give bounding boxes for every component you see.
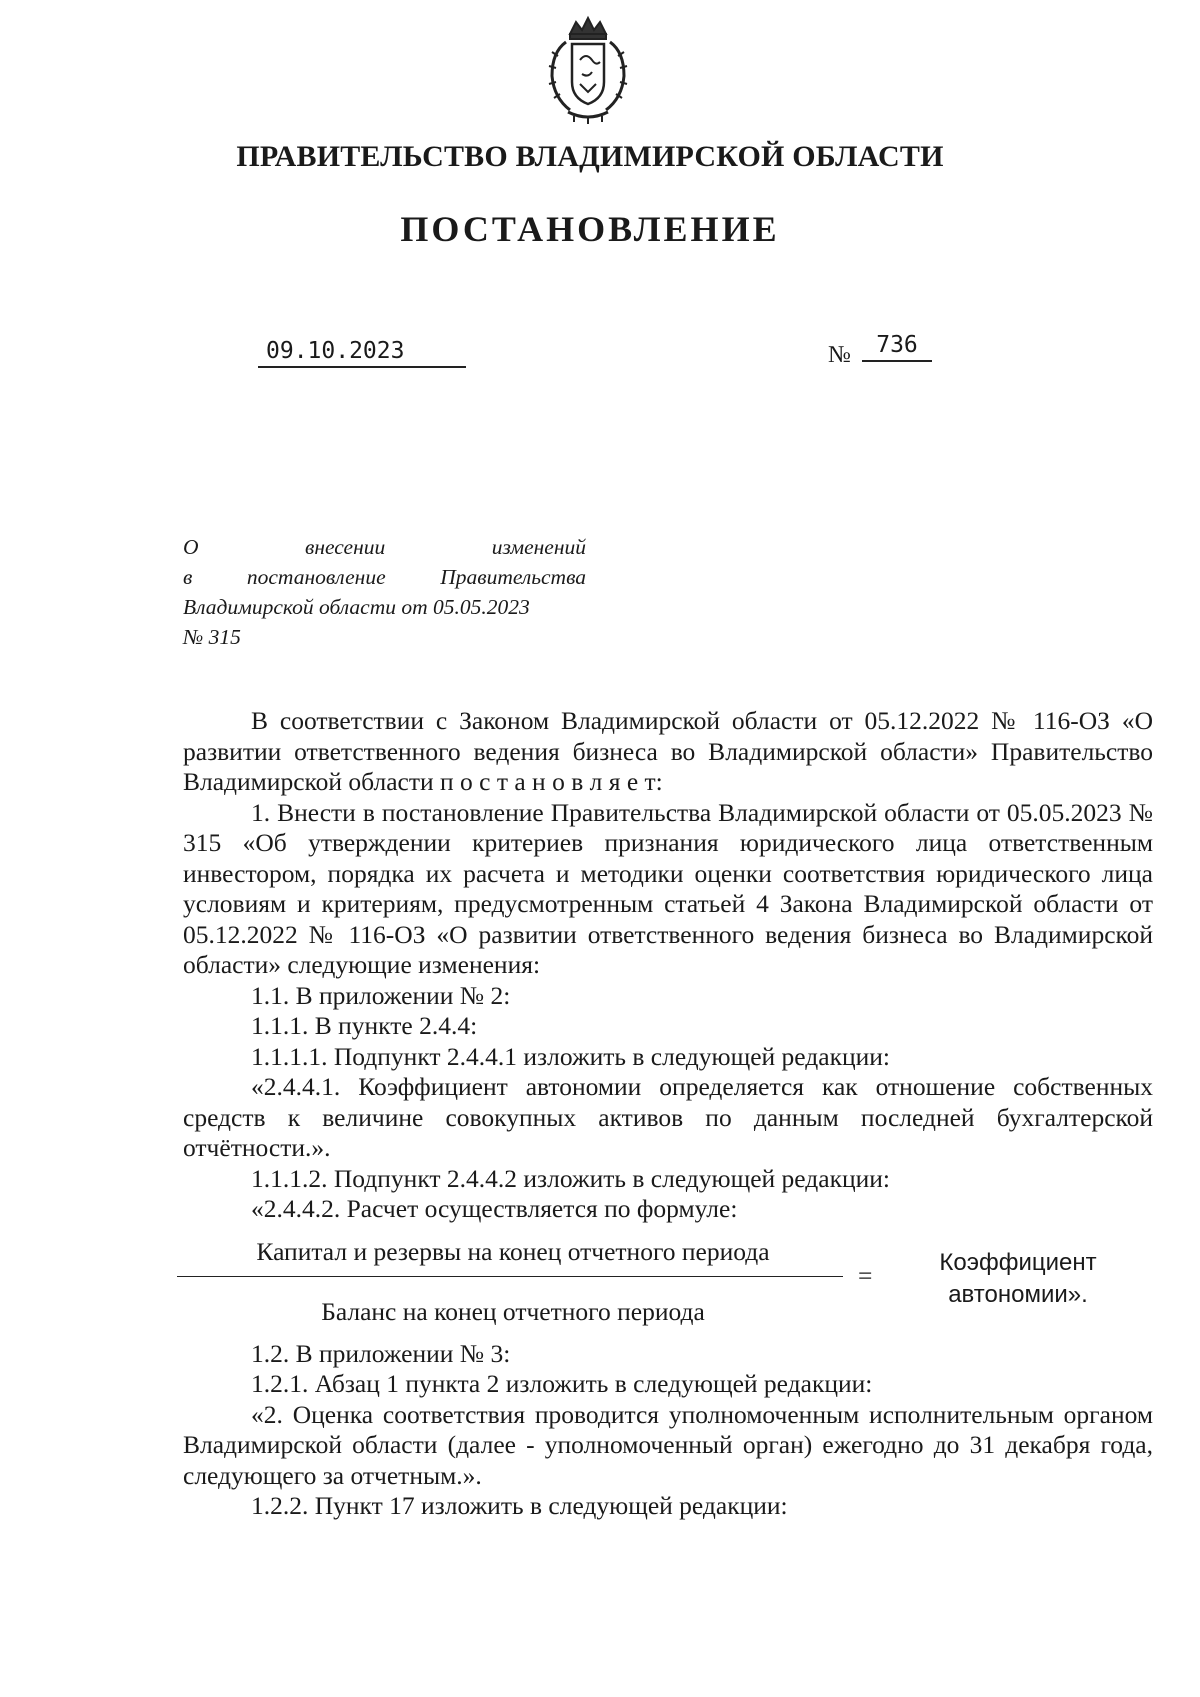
body-paragraph: 1.2.1. Абзац 1 пункта 2 изложить в следующей редакции:	[251, 1369, 873, 1398]
body-paragraph: 1.1.1. В пункте 2.4.4:	[251, 1011, 478, 1040]
body-paragraph: 1.1.1.2. Подпункт 2.4.4.2 изложить в следующей редакции:	[251, 1163, 890, 1193]
document-date: 09.10.2023	[258, 336, 466, 368]
document-subject	[183, 532, 586, 652]
formula-numerator: Капитал и резервы на конец отчетного периода	[256, 1236, 770, 1266]
body-paragraph: 1.1.1.1. Подпункт 2.4.4.1 изложить в следующей редакции:	[251, 1041, 890, 1071]
formula-result-line: автономии».	[948, 1280, 1088, 1308]
document-number: 736	[862, 330, 932, 362]
fraction-bar	[177, 1276, 843, 1277]
subject-line: № 315	[183, 625, 241, 649]
body-paragraph: 1.2. В приложении № 3:	[251, 1338, 511, 1368]
subject-line: Владимирской области от 05.05.2023	[183, 595, 530, 619]
government-title: ПРАВИТЕЛЬСТВО ВЛАДИМИРСКОЙ ОБЛАСТИ	[236, 140, 944, 173]
body-paragraph: 1. Внести в постановление Правительства Владимирской области от 05.05.2023 № 315 «Об утверждении критериев признания юридического лица ответственным инвестором, порядка их расчета и методики оценки соответствия юридического лица условиям и критериям, предусмотренным статьей 4 Закона Владимирской области от 05.12.2022 № 116-ОЗ «О развитии ответственного ведения бизнеса во Владимирской области» следующие изменения:	[183, 797, 1153, 979]
body-paragraph: 1.2.2. Пункт 17 изложить в следующей редакции:	[251, 1491, 788, 1520]
number-label: №	[828, 342, 851, 368]
formula-equals-sign: =	[858, 1260, 873, 1290]
body-paragraph: «2.4.4.1. Коэффициент автономии определяется как отношение собственных средств к величине совокупных активов по данным последней бухгалтерской отчётности.».	[183, 1072, 1153, 1162]
subject-line: в постановление Правительства	[183, 565, 587, 589]
coat-of-arms-emblem	[540, 12, 636, 124]
autonomy-formula	[183, 1231, 1153, 1335]
document-body	[183, 706, 1153, 1522]
subject-line: О внесении изменений	[183, 535, 587, 559]
body-paragraph: 1.1. В приложении № 2:	[251, 980, 511, 1010]
body-paragraph: «2. Оценка соответствия проводится уполномоченным исполнительным органом Владимирской области (далее - уполномоченный орган) ежегодно до 31 декабря года, следующего за отчетным.».	[183, 1399, 1153, 1490]
document-type-title: ПОСТАНОВЛЕНИЕ	[400, 209, 780, 249]
formula-denominator: Баланс на конец отчетного периода	[321, 1296, 705, 1326]
body-paragraph: «2.4.4.2. Расчет осуществляется по формуле:	[251, 1194, 738, 1223]
formula-result	[918, 1247, 1118, 1311]
formula-result-line: Коэффициент	[939, 1248, 1097, 1276]
body-paragraph: В соответствии с Законом Владимирской области от 05.12.2022 № 116-ОЗ «О развитии ответственного ведения бизнеса во Владимирской области» Правительство Владимирской области п о с т а н о в л я е т:	[183, 706, 1153, 796]
